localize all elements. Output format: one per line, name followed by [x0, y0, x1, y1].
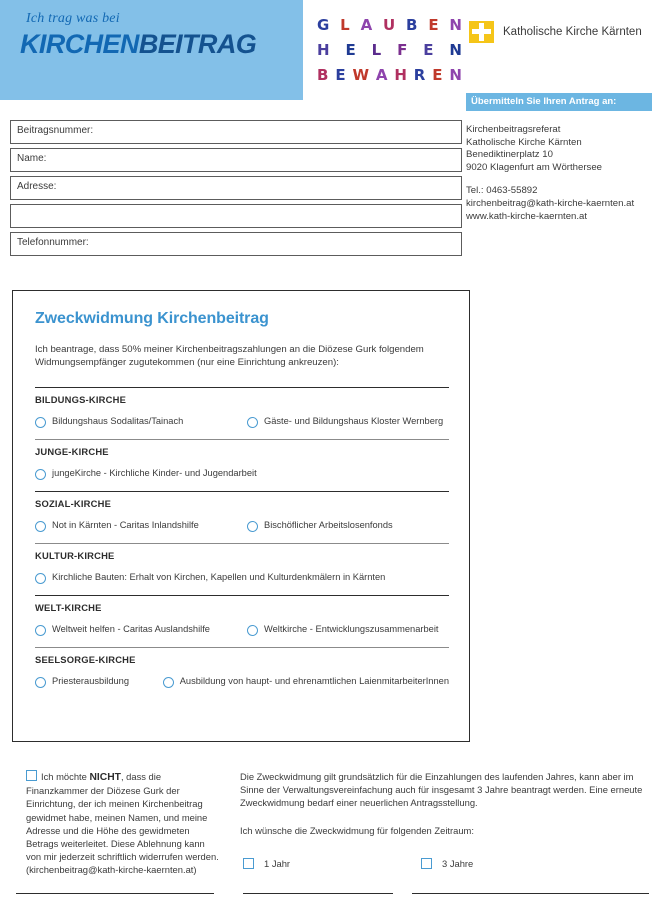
period-options: [243, 858, 649, 869]
slogan-letter: L: [371, 41, 382, 59]
radio-option-label: Kirchliche Bauten: Erhalt von Kirchen, Kapellen und Kulturdenkmälern in Kärnten: [52, 572, 386, 582]
slogan-letter: E: [423, 41, 434, 59]
slogan-letter: B: [406, 16, 418, 34]
form-field[interactable]: [10, 176, 462, 200]
radio-option[interactable]: [247, 520, 449, 532]
slogan-letter: E: [345, 41, 356, 59]
slogan-letter: E: [432, 66, 443, 84]
slogan-line: [317, 68, 462, 83]
radio-option[interactable]: [247, 624, 449, 636]
period-checkbox[interactable]: [421, 858, 432, 869]
contact-line: kirchenbeitrag@kath-kirche-kaernten.at: [466, 197, 635, 209]
address-line: 9020 Klagenfurt am Wörthersee: [466, 161, 602, 173]
radio-button-icon[interactable]: [247, 521, 258, 532]
radio-option[interactable]: [35, 520, 247, 532]
radio-option-label: Gäste- und Bildungshaus Kloster Wernberg: [264, 416, 444, 426]
radio-option[interactable]: [35, 676, 163, 688]
radio-option-label: Bildungshaus Sodalitas/Tainach: [52, 416, 184, 426]
slogan-letter: H: [394, 66, 407, 84]
signature-line-right: [412, 893, 649, 894]
optout-text-before: Ich möchte: [41, 771, 90, 782]
slogan-letter: R: [413, 66, 426, 84]
slogan-line: [317, 43, 462, 58]
slogan-letter: E: [428, 16, 439, 34]
yellow-cross-icon: [469, 21, 494, 43]
period-option[interactable]: [243, 858, 421, 869]
category-title: KULTUR-KIRCHE: [35, 550, 115, 561]
form-field[interactable]: [10, 120, 462, 144]
category-group: [35, 491, 449, 543]
category-group: [35, 439, 449, 491]
form-field-label: Telefonnummer:: [17, 237, 89, 248]
radio-option-label: Ausbildung von haupt- und ehrenamtlichen LaienmitarbeiterInnen: [179, 676, 449, 686]
radio-option[interactable]: [35, 572, 386, 584]
zweckwidmung-panel: [12, 290, 470, 742]
category-title: SEELSORGE-KIRCHE: [35, 654, 136, 665]
category-list: [35, 387, 449, 699]
slogan-letter: B: [317, 66, 329, 84]
radio-option[interactable]: [163, 676, 449, 688]
form-field[interactable]: [10, 148, 462, 172]
brand-word-kirchen: KIRCHEN: [20, 29, 139, 59]
brand-wordmark: [20, 29, 256, 60]
address-line: Katholische Kirche Kärnten: [466, 136, 582, 148]
radio-option[interactable]: [35, 624, 247, 636]
radio-button-icon[interactable]: [35, 469, 46, 480]
category-options-row: [35, 405, 449, 439]
category-group: [35, 595, 449, 647]
slogan-letter: E: [335, 66, 346, 84]
slogan-letter: N: [449, 41, 462, 59]
panel-title: Zweckwidmung Kirchenbeitrag: [35, 310, 269, 327]
organization-name: Katholische Kirche Kärnten: [503, 26, 642, 38]
form-field-label: Name:: [17, 153, 47, 164]
category-options-row: [35, 509, 449, 543]
form-field[interactable]: [10, 204, 462, 228]
radio-button-icon[interactable]: [35, 417, 46, 428]
period-checkbox[interactable]: [243, 858, 254, 869]
category-options-row: [35, 613, 449, 647]
applicant-fields: [10, 120, 462, 260]
address-line: Kirchenbeitragsreferat: [466, 124, 561, 135]
slogan-letter: F: [397, 41, 408, 59]
category-title: WELT-KIRCHE: [35, 602, 102, 613]
radio-option-label: Weltweit helfen - Caritas Auslandshilfe: [52, 624, 210, 634]
signature-line-left: [16, 893, 214, 894]
slogan-letter: L: [340, 16, 350, 34]
panel-intro-text: Ich beantrage, dass 50% meiner Kirchenbeitragszahlungen an die Diözese Gurk folgendem Widmungsempfänger zugutekommen (nur eine Einrichtung ankreuzen):: [35, 344, 424, 369]
radio-option[interactable]: [247, 416, 449, 428]
address-spacer: [466, 174, 655, 185]
brand-claim: Ich trag was bei: [26, 11, 120, 26]
category-group: [35, 387, 449, 439]
submit-to-address: [466, 124, 655, 223]
optout-checkbox[interactable]: [26, 770, 37, 781]
radio-option[interactable]: [35, 416, 247, 428]
optout-block: [26, 770, 222, 877]
slogan-letter: U: [383, 16, 396, 34]
period-note-block: [240, 770, 646, 837]
radio-button-icon[interactable]: [247, 417, 258, 428]
radio-option[interactable]: [35, 468, 257, 480]
category-title: SOZIAL-KIRCHE: [35, 498, 112, 509]
category-group: [35, 647, 449, 699]
category-options-row: [35, 665, 449, 699]
form-field[interactable]: [10, 232, 462, 256]
organization-logo: [469, 21, 642, 43]
radio-option-label: jungeKirche - Kirchliche Kinder- und Jugendarbeit: [52, 468, 257, 478]
radio-option-label: Priesterausbildung: [52, 676, 130, 686]
slogan-letter: A: [375, 66, 388, 84]
radio-button-icon[interactable]: [35, 521, 46, 532]
form-field-label: Adresse:: [17, 181, 57, 192]
slogan-letter: G: [317, 16, 330, 34]
category-title: JUNGE-KIRCHE: [35, 446, 109, 457]
period-label: 1 Jahr: [264, 858, 291, 869]
optout-text-strong: NICHT: [89, 772, 121, 783]
category-options-row: [35, 457, 449, 491]
radio-button-icon[interactable]: [163, 677, 174, 688]
category-title: BILDUNGS-KIRCHE: [35, 394, 127, 405]
brand-word-beitrag: BEITRAG: [138, 29, 257, 59]
optout-text-after: , dass die Finanzkammer der Diözese Gurk der Einrichtung, der ich meinen Kirchenbeitrag gewidmet habe, meinen Namen, und meine Adresse und die Höhe des gewidmeten Betrags weiterleitet. Diese Ablehnung kann von mir jederzeit schriftlich widerrufen werden. (kirchenbeitrag@kath-kirche-kaernten.at): [26, 771, 219, 876]
mosaic-slogan: [317, 18, 462, 93]
slogan-letter: H: [317, 41, 330, 59]
radio-button-icon[interactable]: [35, 677, 46, 688]
address-line: Benediktinerplatz 10: [466, 149, 553, 161]
slogan-letter: W: [352, 66, 369, 84]
signature-line-middle: [243, 893, 393, 894]
slogan-letter: A: [360, 16, 373, 34]
radio-button-icon[interactable]: [35, 573, 46, 584]
period-note-paragraph-1: Die Zweckwidmung gilt grundsätzlich für die Einzahlungen des laufenden Jahres, kann aber im Sinne der Verwaltungsvereinfachung auch für insgesamt 3 Jahre beantragt werden. Eine erneute Zweckwidmung bedarf einer neuerlichen Antragsstellung.: [240, 771, 643, 809]
period-label: 3 Jahre: [442, 858, 474, 869]
radio-button-icon[interactable]: [35, 625, 46, 636]
period-note-paragraph-2: Ich wünsche die Zweckwidmung für folgenden Zeitraum:: [240, 824, 474, 836]
slogan-line: [317, 18, 462, 33]
contact-line: www.kath-kirche-kaernten.at: [466, 210, 588, 222]
radio-option-label: Weltkirche - Entwicklungszusammenarbeit: [264, 624, 439, 634]
submit-to-bar: [466, 93, 652, 111]
contact-line: Tel.: 0463-55892: [466, 185, 538, 197]
slogan-letter: N: [449, 16, 462, 34]
category-options-row: [35, 561, 449, 595]
slogan-letter: N: [449, 66, 462, 84]
period-option[interactable]: [421, 858, 473, 869]
radio-option-label: Not in Kärnten - Caritas Inlandshilfe: [52, 520, 199, 530]
form-field-label: Beitragsnummer:: [17, 125, 94, 136]
category-group: [35, 543, 449, 595]
submit-to-label: Übermitteln Sie Ihren Antrag an:: [471, 96, 617, 107]
brand-header-banner: [0, 0, 303, 100]
radio-button-icon[interactable]: [247, 625, 258, 636]
radio-option-label: Bischöflicher Arbeitslosenfonds: [264, 520, 393, 530]
